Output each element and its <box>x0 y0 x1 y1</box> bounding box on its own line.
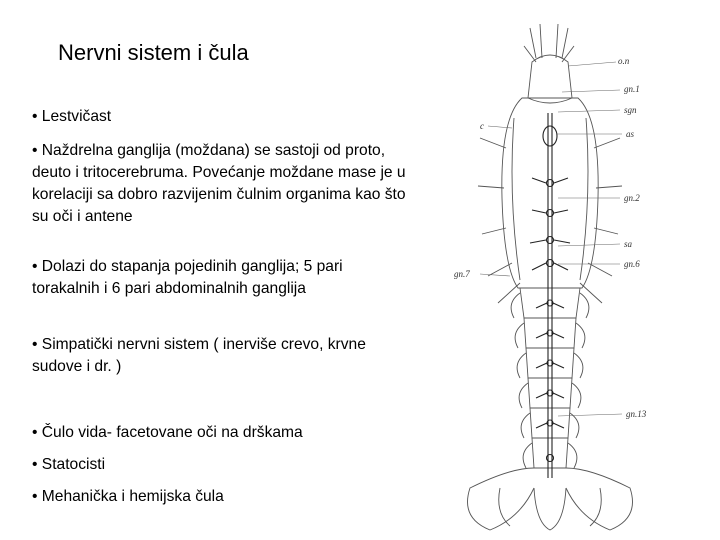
label-on: o.n <box>618 56 630 66</box>
label-as: as <box>626 129 635 139</box>
label-gn13: gn.13 <box>626 409 647 419</box>
label-sgn: sgn <box>624 105 637 115</box>
bullet-item: • Dolazi do stapanja pojedinih ganglija; 5 pari torakalnih i 6 pari abdominalnih ganglija <box>32 256 412 300</box>
bullet-item: • Naždrelna ganglija (moždana) se sastoji od proto, deuto i tritocerebruma. Povećanje moždane mase je u korelaciji sa dobro razvijenim čulnim organima kao što su oči i antene <box>32 140 412 228</box>
slide-title: Nervni sistem i čula <box>58 40 249 65</box>
bullet-item: • Lestvičast <box>32 106 412 128</box>
label-gn7: gn.7 <box>454 269 470 279</box>
bullet-item: • Mehanička i hemijska čula <box>32 486 412 508</box>
label-gn2: gn.2 <box>624 193 640 203</box>
label-gn6: gn.6 <box>624 259 640 269</box>
bullet-item: • Statocisti <box>32 454 412 476</box>
label-gn1: gn.1 <box>624 84 640 94</box>
bullet-item: • Čulo vida- facetovane oči na drškama <box>32 422 412 444</box>
label-sa: sa <box>624 239 633 249</box>
bullet-item: • Simpatički nervni sistem ( inerviše crevo, krvne sudove i dr. ) <box>32 334 412 378</box>
label-c: c <box>480 121 484 131</box>
crayfish-nervous-system-illustration <box>440 18 720 540</box>
